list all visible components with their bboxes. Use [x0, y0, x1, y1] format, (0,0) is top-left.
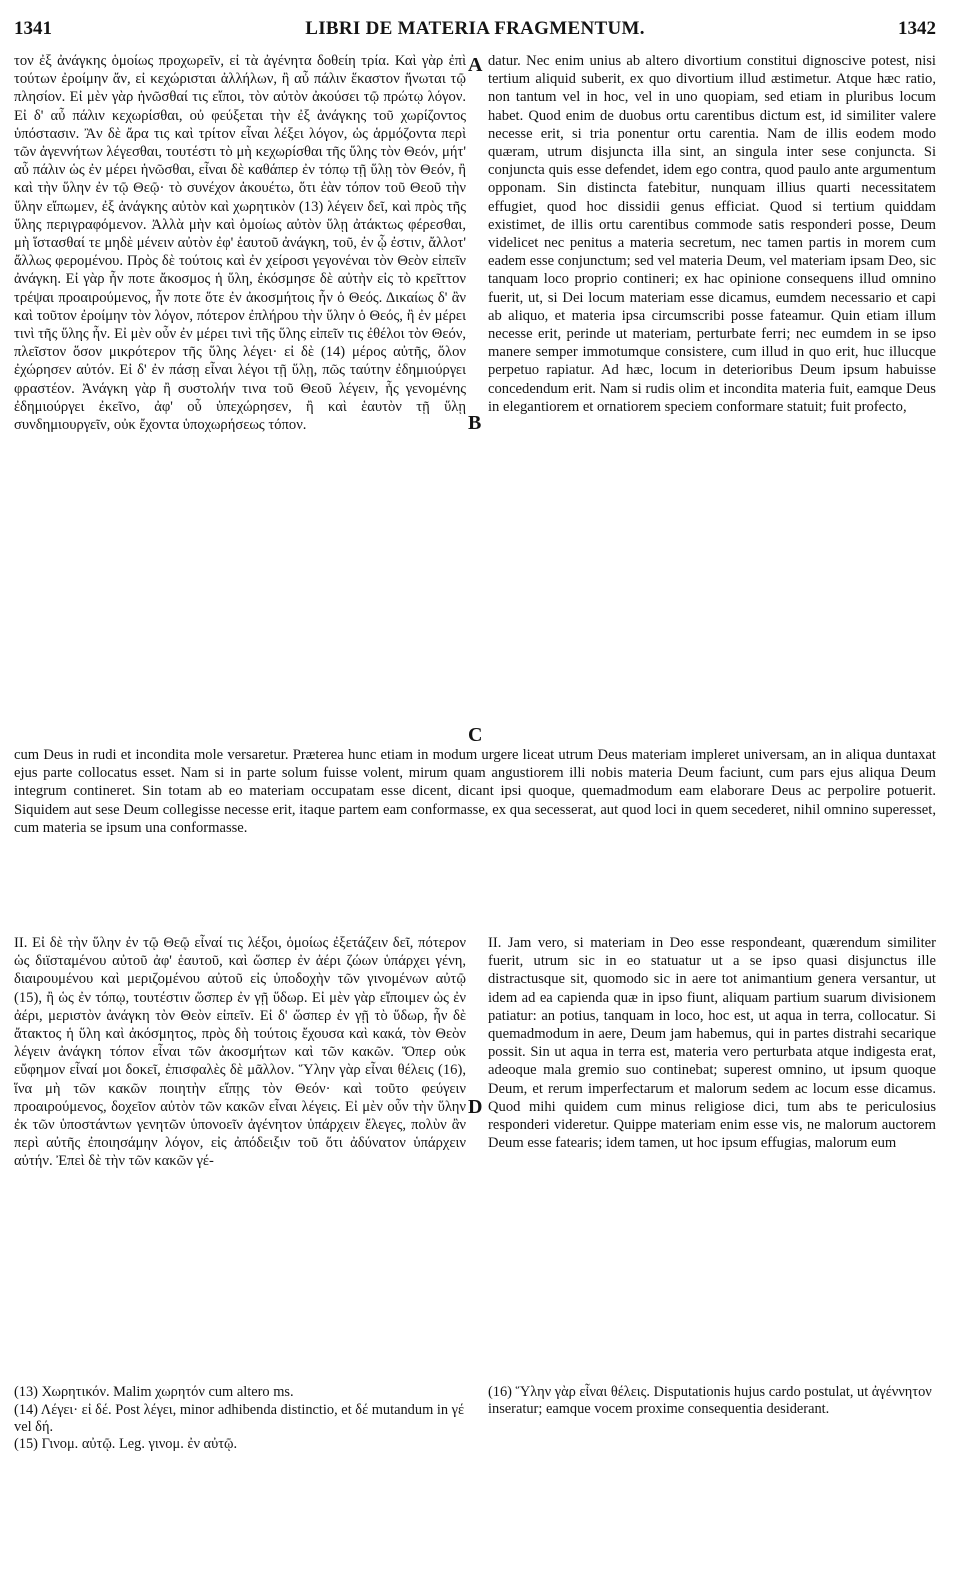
full-width-paragraph	[14, 746, 936, 837]
section-marker-a: A	[468, 54, 483, 76]
running-title: LIBRI DE MATERIA FRAGMENTUM.	[305, 18, 645, 39]
footnotes-left	[14, 1384, 466, 1454]
footnote-15: (15) Γινομ. αὐτῷ. Leg. γινομ. ἐν αὐτῷ.	[14, 1436, 238, 1453]
page-number-right: 1342	[898, 18, 936, 39]
latin-text-lower: II. Jam vero, si materiam in Deo esse respondeant, quærendum similiter fuerit, utrum sic in eo statuatur ut a se ipso quasi disjunctus ille distractusque sit, quomodo sic in aere tot animantium genera versantur, ut idem ad ea capienda quæ in ipso fiunt, aliquam partium suarum divisionem patiatur: an potius, tanquam in loco, hoc est, ut aqua in terra, collocatur. Si quemadmodum in aere, Deum jam habemus, qui in partes distrahi secarique possit. Sin ut aqua in terra est, materia vero perturbata atque indigesta erat, adeoque mala gremio suo continebat; superest omnino, ut ipsum quoque Deum, et rerum imperfectarum et malorum sedem ac locum esse dicamus. Quod mihi quidem cum minus religiose dici, tum abs te periculosius responderi videretur. Quippe materiam enim esse vis, ne malorum auctorem Deum esse fatearis; idem tamen, ut hoc ipsum effugias, malorum eum	[488, 935, 936, 1152]
section-marker-d: D	[468, 1096, 483, 1118]
page-number-left: 1341	[14, 18, 52, 39]
footnote-14: (14) Λέγει· εἰ δέ. Post λέγει, minor adhibenda distinctio, et δέ mutandum in γέ vel δή.	[14, 1401, 465, 1435]
greek-text-lower: II. Εἰ δὲ τὴν ὕλην ἐν τῷ Θεῷ εἶναί τις λέξοι, ὁμοίως ἐξετάζειν δεῖ, πότερον ὡς διϊσταμένου αὐτοῦ ἀφ' ἑαυτοῦ, καὶ ὥσπερ ἐν ἀέρι ζώων ὑπάρχει γένη, διαιρουμένου καὶ μεριζομένου αὐτοῦ εἰς ὑποδοχὴν τῶν γινομένων αὐτῷ (15), ἢ ὡς ἐν τόπῳ, τουτέστιν ὥσπερ ἐν γῇ ὕδωρ. Εἰ μὲν γὰρ εἴποιμεν ὡς ἐν ἀέρι, μεριστὸν ἀνάγκη τὸν Θεὸν εἰπεῖν. Εἰ δ' ὥσπερ ἐν γῇ τὸ ὕδωρ, ἦν δὲ ἄτακτος ἡ ὕλη καὶ ἀκόσμητος, πρὸς δὴ τούτοις ἔχουσα καὶ κακά, τὸν Θεὸν λέγειν ἀνάγκη τόπον εἶναι τῶν ἀκοσμήτων καὶ τῶν κακῶν. Ὅπερ οὐκ εὔφημον εἶναί μοι δοκεῖ, ἐπισφαλὲς δὲ μᾶλλον. Ὕλην γὰρ εἶναι θέλεις (16), ἵνα μὴ τῶν κακῶν ποιητὴν εἴπῃς τὸν Θεόν· καὶ τοῦτο φεύγειν προαιρούμενος, δοχεῖον αὐτὸν τῶν κακῶν εἶναι λέγεις. Εἰ μὲν οὖν τὴν ὕλην ἐκ τῶν ὑποστάντων γενητῶν ὑπονοεῖν ἀγένητον ὑπάρχειν ἔλεγες, πολὺν ἂν περὶ αὐτῆς ἐποιησάμην λόγον, εἰς ἀπόδειξιν τοῦ ὅτι ἀδύνατον ὑπάρχειν αὐτήν. Ἐπεὶ δὲ τὴν τῶν κακῶν γέ-	[14, 935, 466, 1170]
section-marker-c: C	[468, 724, 483, 746]
latin-text-upper: datur. Nec enim unius ab altero divortium constitui dignoscive potest, nisi tertium aliquid suberit, ex quo divortium illud æstimetur. Atque hæc ratio, non tantum vel in hoc, vel in uno quopiam, sed etiam in pluribus locum habet. Quod enim de duobus ortu carentibus dictum est, id similiter valere necesse erit, si tria ponentur ortu carentia. Nam de illis eodem modo quæram, utrum disjuncta illa sint, an singula inter sese conjuncta. Si conjuncta quis esse defendet, idem ego contra, quod paulo ante argumentum opponam. Sin distincta fatebitur, nunquam illius quarti necessitatem effugiet, quod hoc dissidii genus efficiat. Quod si tertium quiddam existimet, de illis ortu carentibus commode satis responderi posse, Deum videlicet nec penitus a materia secretum, nec tamen partis in morem cum eadem esse conjunctum; sed vel materia Deum, vel materiam ipsam Deo, sic tanquam loco proprio contineri; ex hac opinione consequens illud omnino fuerit, ut, si Dei locum materiam esse dicamus, eumdem necessario et capi ab aliquo, et materia ipsa circumscribi posse fateamur. Quin etiam illum necesse erit, perinde ut materiam, perturbate ferri; nec eumdem in se ipso manere semper immotumque consistere, cum illud in quo erit, huc illucque perpetuo rapiatur. Ad hæc, locum in deterioribus Deum ipsum habuisse concedendum erit. Nam si rudis olim et incondita materia fuit, eamque Deus in elegantiorem et ornatiorem speciem conformare statuit; fuit profecto,	[488, 53, 936, 415]
latin-column-lower	[488, 934, 936, 1152]
greek-column-lower	[14, 934, 466, 1171]
section-marker-b: B	[468, 412, 482, 434]
latin-text-full-width: cum Deus in rudi et incondita mole versaretur. Præterea hunc etiam in modum urgere liceat utrum Deus materiam impleret universam, an in aliqua duntaxat ejus parte collocatus esset. Nam si in parte solum fuisse volent, mirum quam angustiorem illi nobis materia Deum faciunt, cum pars ejus aliqua Deum integrum contineret. Sin totam ab eo materiam occupatam esse dicent, dicant ipsi quoque, quemadmodum eam elaborare Deus ac perpolire potuerit. Siquidem aut sese Deum collegisse necesse erit, itaque partem eam conformasse, ex qua secesserat, aut quod loci in quem secederet, nihil omnino superesset, cum materia se ipsum una conformasse.	[14, 747, 936, 836]
footnote-13: (13) Χωρητικόν. Malim χωρητόν cum altero ms.	[14, 1384, 294, 1400]
greek-text-upper: τον ἐξ ἀνάγκης ὁμοίως προχωρεῖν, εἰ τὰ ἀγένητα δοθείη τρία. Καὶ γὰρ ἐπὶ τούτων ἐροίμην ἄν, εἰ κεχώρισται ἀλλήλων, ἢ αὖ πάλιν ἕκαστον ἥνωται τῷ πλησίον. Εἰ μὲν γὰρ ἡνῶσθαί τις εἴποι, τὸν αὐτὸν ἀκούσει τῷ πρώτῳ λόγον. Εἰ δ' αὖ πάλιν κεχωρίσθαι, οὐ φεύξεται τὴν ἐξ ἀνάγκης τοῦ χωρίζοντος ὑπόστασιν. Ἂν δὲ ἄρα τις καὶ τρίτον εἶναι λέξει λόγον, ὡς ἁρμόζοντα περὶ τῶν ἀγεννήτων λέγεσθαι, τουτέστι τὸ μὴ κεχωρίσθαι τῆς ὕλης τὸν Θεόν, μήτ' αὖ πάλιν ὡς ἐν μέρει ἡνῶσθαι, εἶναι δὲ καθάπερ ἐν τόπῳ τῇ ὕλῃ τὸν Θεόν, ἢ καὶ τὴν ὕλην ἐν τῷ Θεῷ· τὸ συνέχον ἀκουέτω, ὅτι ἐὰν τόπον τοῦ Θεοῦ τὴν ὕλην εἴπωμεν, ἐξ ἀνάγκης αὐτὸν καὶ χωρητικὸν (13) λέγειν δεῖ, καὶ πρὸς τῆς ὕλης περιγραφόμενον. Ἀλλὰ μὴν καὶ ὁμοίως αὐτὸν ὕλῃ ἀτάκτως φέρεσθαι, μὴ ἵστασθαί τε μηδὲ μένειν αὐτὸν ἐφ' ἑαυτοῦ ἀνάγκη, τοῦ, ἐν ᾧ ἐστιν, ἄλλοτ' ἄλλως φερομένου. Πρὸς δὲ τούτοις καὶ ἐν χείροσι γεγονέναι τὸν Θεὸν εἰπεῖν ἀνάγκη. Εἰ γὰρ ἦν ποτε ἄκοσμος ἡ ὕλη, ἐκόσμησε δὲ αὐτὴν εἰς τὸ κρεῖττον τρέψαι προαιρούμενος, ἦν ποτε ὅτε ἐν ἀκοσμήτοις ἦν ὁ Θεός. Δικαίως δ' ἂν καὶ τοῦτον ἐροίμην τὸν λόγον, πότερον ἐπλήρου τὴν ὕλην ὁ Θεός, ἢ ἐν μέρει τινὶ τῆς ὕλης ἦν. Εἰ μὲν οὖν ἐν μέρει τινὶ τῆς ὕλης εἰπεῖν τις ἐθέλοι τὸν Θεόν, πλεῖστον ὅσον μικρότερον τῆς ὕλης λέγει· εἰ δὲ (14) μέρος αὐτῆς, ὅλον ἐχώρησεν αὐτόν. Εἰ δ' ἐν πάσῃ εἶναι λέγοι τῇ ὕλῃ, πῶς ταύτην ἐδημιούργει φραστέον. Ἀνάγκη γὰρ ἢ συστολήν τινα τοῦ Θεοῦ λέγειν, ἧς γενομένης ἐδημιούργει ἐκεῖνο, ἀφ' οὗ ὑπεχώρησεν, ἢ καὶ ἑαυτὸν τῇ ὕλῃ συνδημιουργεῖν, οὐκ ἔχοντα ὑποχωρήσεως τόπον.	[14, 53, 466, 434]
page-header	[14, 18, 936, 44]
footnote-16: (16) Ὕλην γὰρ εἶναι θέλεις. Disputationis hujus cardo postulat, ut ἀγέννητον inseratur; eamque vocem proxime consequentia desiderant.	[488, 1384, 932, 1417]
footnotes-right	[488, 1384, 936, 1419]
latin-column-upper	[488, 52, 936, 416]
greek-column-upper	[14, 52, 466, 434]
